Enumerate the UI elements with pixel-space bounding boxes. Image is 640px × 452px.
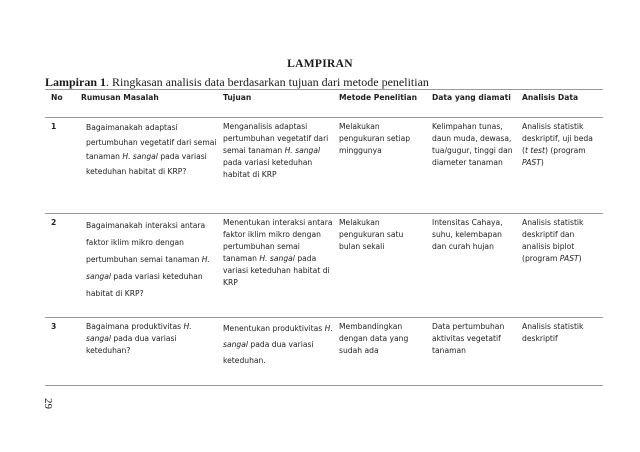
cell-tujuan [220, 318, 336, 386]
species-name: H. sangal [122, 152, 158, 161]
text: Menganalisis adaptasi pertumbuhan vegetatif dari semai tanaman [223, 122, 329, 155]
summary-table [45, 89, 603, 386]
text: Analisis statistik deskriptif dan analisis biplot (program [522, 218, 584, 263]
text: ) [540, 158, 544, 167]
cell-data-diamati: Intensitas Cahaya, suhu, kelembapan dan curah hujan [429, 214, 519, 318]
header-no: No [45, 90, 78, 118]
text: Menentukan produktivitas [223, 324, 325, 333]
text: ) [578, 254, 582, 263]
text: pada variasi keteduhan habitat di KRP [223, 158, 313, 179]
cell-analisis-data [519, 214, 603, 318]
italic-term: t test [524, 146, 545, 155]
text: Analisis statistik deskriptif, uji beda ( [522, 122, 593, 155]
caption-label: Lampiran 1 [45, 75, 107, 89]
text: pada variasi keteduhan habitat di KRP? [86, 152, 207, 176]
cell-no: 2 [45, 214, 78, 318]
italic-term: PAST [522, 158, 541, 167]
header-analisis-data: Analisis Data [519, 90, 603, 118]
cell-no: 1 [45, 118, 78, 214]
cell-metode: Melakukan pengukuran setiap minggunya [336, 118, 429, 214]
text: Bagaimanakah interaksi antara faktor iklim mikro dengan pertumbuhan semai tanaman [86, 221, 206, 264]
cell-no: 3 [45, 318, 78, 386]
cell-analisis-data: Analisis statistik deskriptif [519, 318, 603, 386]
cell-tujuan [220, 214, 336, 318]
cell-analisis-data [519, 118, 603, 214]
caption-text: . Ringkasan analisis data berdasarkan tujuan dari metode penelitian [106, 75, 429, 89]
header-metode-penelitian: Metode Penelitian [336, 90, 429, 118]
text: Bagaimana produktivitas [86, 322, 184, 331]
text: pada dua variasi keteduhan. [223, 340, 314, 365]
cell-metode: Melakukan pengukuran satu bulan sekali [336, 214, 429, 318]
italic-term: PAST [559, 254, 579, 263]
header-tujuan: Tujuan [220, 90, 336, 118]
text: pada dua variasi keteduhan? [86, 334, 177, 355]
species-name: H. sangal [86, 255, 210, 281]
text: Menentukan interaksi antara faktor iklim mikro dengan pertumbuhan semai tanaman [223, 218, 333, 263]
cell-rumusan-masalah [78, 318, 220, 386]
text: pada variasi keteduhan habitat di KRP? [86, 272, 203, 298]
species-name: H. sangal [223, 324, 333, 349]
text: ) (program [544, 146, 586, 155]
header-data-diamati: Data yang diamati [429, 90, 519, 118]
species-name: H. sangal [259, 254, 295, 263]
cell-rumusan-masalah [78, 118, 220, 214]
text: Bagaimanakah adaptasi pertumbuhan vegetatif dari semai tanaman [86, 123, 217, 161]
cell-tujuan [220, 118, 336, 214]
table-header-row [45, 90, 603, 118]
cell-metode: Membandingkan dengan data yang sudah ada [336, 318, 429, 386]
page-heading: LAMPIRAN [287, 58, 353, 70]
cell-data-diamati: Data pertumbuhan aktivitas vegetatif tanaman [429, 318, 519, 386]
text: pada variasi keteduhan habitat di KRP [223, 254, 330, 287]
species-name: H. sangal [284, 146, 321, 155]
header-rumusan-masalah: Rumusan Masalah [78, 90, 220, 118]
table-caption [45, 75, 429, 90]
species-name: H. sangal [86, 322, 192, 343]
cell-rumusan-masalah [78, 214, 220, 318]
table-row [45, 118, 603, 214]
table-row [45, 318, 603, 386]
cell-data-diamati: Kelimpahan tunas, daun muda, dewasa, tua/gugur, tinggi dan diameter tanaman [429, 118, 519, 214]
table-row [45, 214, 603, 318]
page-number: 29 [42, 398, 54, 409]
